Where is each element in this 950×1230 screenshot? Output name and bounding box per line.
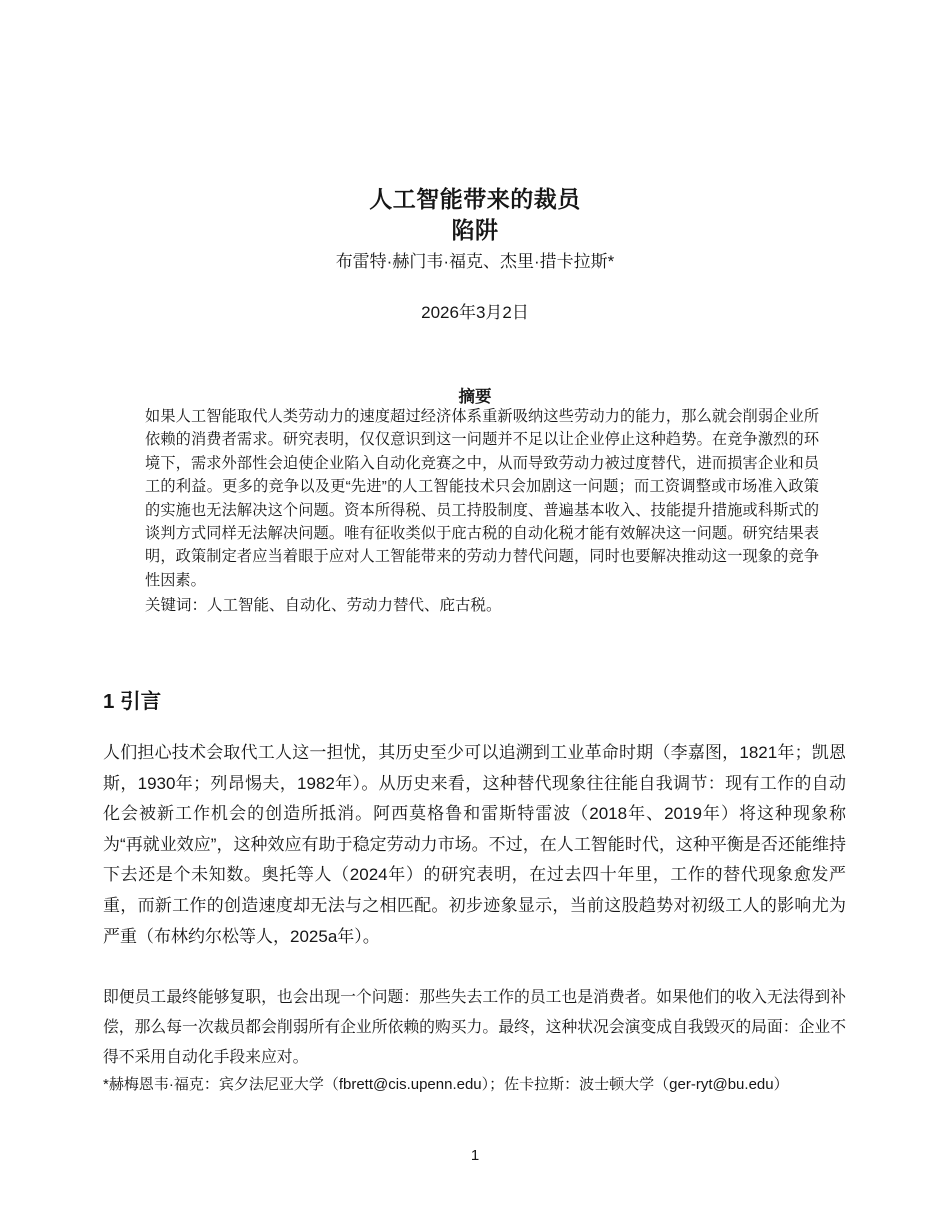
keywords: 关键词：人工智能、自动化、劳动力替代、庇古税。	[145, 597, 502, 614]
paper-title-line1: 人工智能带来的裁员	[369, 186, 581, 212]
section-1-paragraph-2: 即便员工最终能够复职，也会出现一个问题：那些失去工作的员工也是消费者。如果他们的收入无法得到补偿，那么每一次裁员都会削弱所有企业所依赖的购买力。最终，这种状况会演变成自我毁灭的局面：企业不得不采用自动化手段来应对。	[103, 989, 846, 1066]
abstract-heading: 摘要	[458, 388, 492, 406]
page-number: 1	[470, 1147, 480, 1164]
paper-title-line2: 陷阱	[451, 217, 499, 243]
abstract-text: 如果人工智能取代人类劳动力的速度超过经济体系重新吸纳这些劳动力的能力，那么就会削弱企业所依赖的消费者需求。研究表明，仅仅意识到这一问题并不足以让企业停止这种趋势。在竞争激烈的环境下，需求外部性会迫使企业陷入自动化竞赛之中，从而导致劳动力被过度替代，进而损害企业和员工的利益。更多的竞争以及更“先进”的人工智能技术只会加剧这一问题；而工资调整或市场准入政策的实施也无法解决这个问题。资本所得税、员工持股制度、普遍基本收入、技能提升措施或科斯式的谈判方式同样无法解决问题。唯有征收类似于庇古税的自动化税才能有效解决这一问题。研究结果表明，政策制定者应当着眼于应对人工智能带来的劳动力替代问题，同时也要解决推动这一现象的竞争性因素。	[145, 408, 819, 589]
paper-title	[0, 184, 950, 246]
section-1-heading: 1 引言	[103, 690, 162, 713]
section-1-paragraph-1: 人们担心技术会取代工人这一担忧，其历史至少可以追溯到工业革命时期（李嘉图，1821年；凯恩斯，1930年；列昂惕夫，1982年）。从历史来看，这种替代现象往往能自我调节：现有工作的自动化会被新工作机会的创造所抵消。阿西莫格鲁和雷斯特雷波（2018年、2019年）将这种现象称为“再就业效应”，这种效应有助于稳定劳动力市场。不过，在人工智能时代，这种平衡是否还能维持下去还是个未知数。奥托等人（2024年）的研究表明，在过去四十年里，工作的替代现象愈发严重，而新工作的创造速度却无法与之相匹配。初步迹象显示，当前这股趋势对初级工人的影响尤为严重（布林约尔松等人，2025a年）。	[103, 743, 846, 946]
authors: 布雷特·赫门韦·福克、杰里·措卡拉斯*	[335, 252, 615, 271]
paper-date: 2026年3月2日	[421, 303, 529, 322]
author-footnote: *赫梅恩韦·福克：宾夕法尼亚大学（fbrett@cis.upenn.edu）；佐卡拉斯：波士顿大学（ger-ryt@bu.edu）	[103, 1076, 789, 1093]
